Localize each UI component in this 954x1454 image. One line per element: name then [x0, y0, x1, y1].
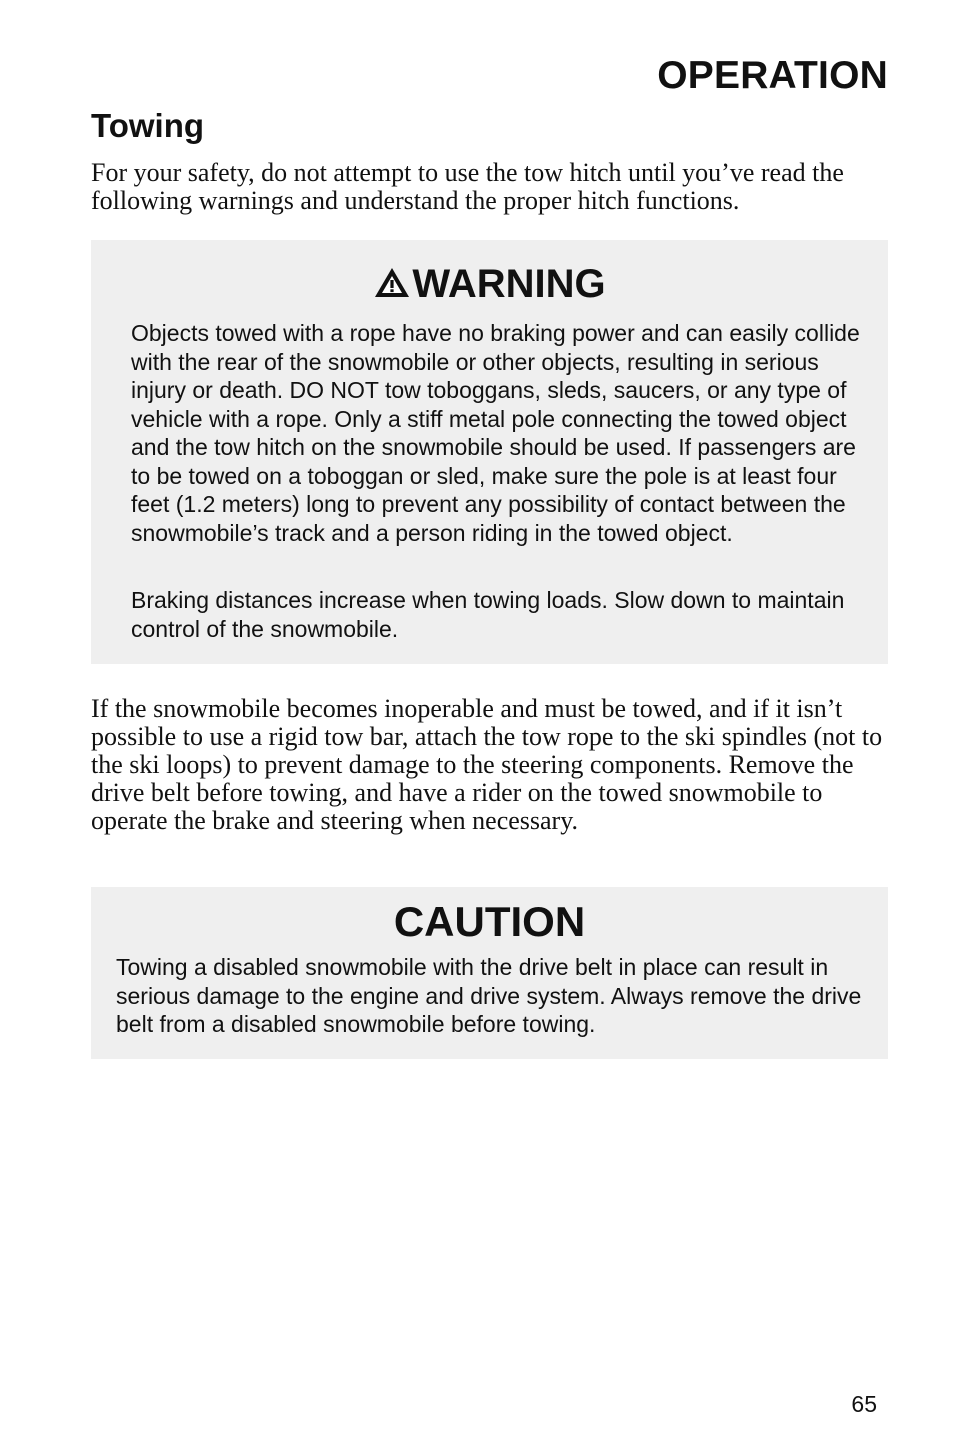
page-number: 65: [851, 1391, 877, 1417]
caution-box: [91, 887, 888, 1059]
warning-paragraph: Braking distances increase when towing loads. Slow down to maintain control of the snowmobile.: [131, 587, 845, 642]
warning-heading-label: WARNING: [412, 262, 606, 306]
caution-heading: CAUTION: [393, 898, 586, 945]
warning-box: [91, 240, 888, 664]
page-title: Towing: [91, 107, 205, 144]
tow-instructions-paragraph: If the snowmobile becomes inoperable and must be towed, and if it isn’t possible to use a rigid tow bar, attach the tow rope to the ski spindles (not to the ski loops) to prevent damage to the steering components. Remove the drive belt before towing, and have a rider on the towed snowmobile to operate the brake and steering when necessary.: [91, 694, 883, 835]
caution-paragraph: Towing a disabled snowmobile with the drive belt in place can result in serious damage to the engine and drive system. Always remove the drive belt from a disabled snowmobile before towing.: [116, 954, 862, 1037]
warning-triangle-icon: [373, 266, 411, 299]
section-header: OPERATION: [657, 54, 888, 97]
warning-heading: [91, 264, 888, 304]
warning-paragraph: Objects towed with a rope have no braking power and can easily collide with the rear of the snowmobile or other objects, resulting in serious injury or death. DO NOT tow toboggans, sleds, saucers, or any type of vehicle with a rope. Only a stiff metal pole connecting the towed object and the tow hitch on the snowmobile should be used. If passengers are to be towed on a toboggan or sled, make sure the pole is at least four feet (1.2 meters) long to prevent any possibility of contact between the snowmobile’s track and a person riding in the towed object.: [131, 320, 860, 546]
intro-paragraph: For your safety, do not attempt to use the tow hitch until you’ve read the following warnings and understand the proper hitch functions.: [91, 158, 844, 215]
